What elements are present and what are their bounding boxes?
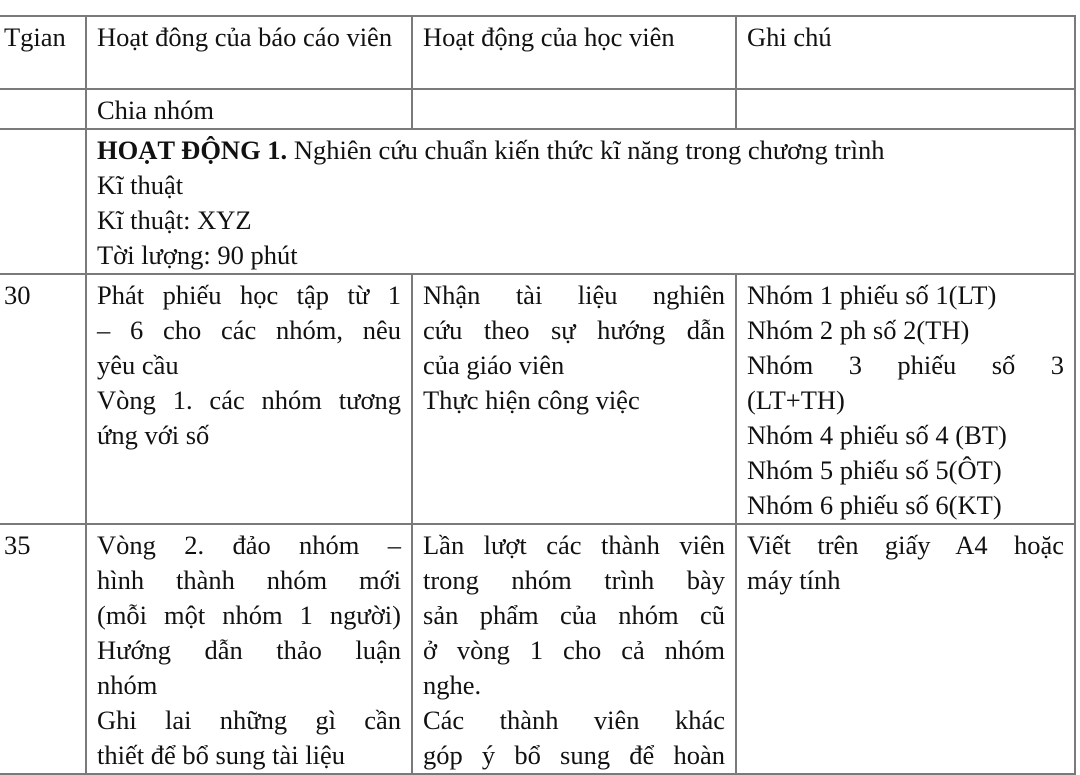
activity-technique: Kĩ thuật (97, 170, 184, 200)
header-note-label: Ghi chú (747, 22, 832, 52)
presenter-line: yêu cầu (97, 350, 179, 380)
table-row (0, 524, 1075, 774)
presenter-line: – 6 cho các nhóm, nêu (97, 315, 401, 345)
row-presenter (86, 524, 412, 774)
activity-row (0, 129, 1075, 274)
presenter-line: Vòng 2. đảo nhóm – (97, 530, 401, 560)
presenter-line: nhóm (97, 670, 158, 700)
note-line: Viết trên giấy A4 hoặc (747, 530, 1064, 560)
learner-line: ở vòng 1 cho cả nhóm (423, 635, 725, 665)
presenter-line: hình thành nhóm mới (97, 565, 401, 595)
header-presenter-label: Hoạt đông của báo cáo viên (97, 22, 393, 52)
activity-label: HOẠT ĐỘNG 1. (97, 135, 288, 165)
row-learner (412, 524, 736, 774)
table-row (0, 274, 1075, 524)
activity-heading-cell (86, 129, 1075, 274)
learner-line: góp ý bổ sung để hoàn (423, 740, 725, 770)
header-time-label: Tgian (4, 22, 66, 52)
note-line: máy tính (747, 565, 841, 595)
row-time-value: 30 (4, 280, 31, 310)
learner-line: Thực hiện công việc (423, 385, 640, 415)
learner-line: nghe. (423, 670, 482, 700)
activity-technique-name: Kĩ thuật: XYZ (97, 205, 252, 235)
row-presenter (86, 274, 412, 524)
learner-line: Các thành viên khác (423, 705, 725, 735)
note-line: Nhóm 3 phiếu số 3 (747, 350, 1064, 380)
presenter-line: thiết để bổ sung tài liệu (97, 740, 346, 770)
presenter-line: Ghi lai những gì cần (97, 705, 401, 735)
learner-line: trong nhóm trình bày (423, 565, 725, 595)
note-line: Nhóm 2 ph số 2(TH) (747, 315, 970, 345)
group-time (0, 89, 86, 129)
presenter-line: Hướng dẫn thảo luận (97, 635, 401, 665)
header-learner (412, 16, 736, 89)
presenter-line: Phát phiếu học tập từ 1 (97, 280, 401, 310)
header-note (736, 16, 1075, 89)
row-note (736, 524, 1075, 774)
row-learner (412, 274, 736, 524)
learner-line: sản phẩm của nhóm cũ (423, 600, 725, 630)
learner-line: Nhận tài liệu nghiên (423, 280, 725, 310)
activity-time (0, 129, 86, 274)
learner-line: Lần lượt các thành viên (423, 530, 725, 560)
row-time (0, 524, 86, 774)
activity-title (97, 133, 1064, 168)
lesson-plan-table (0, 15, 1076, 775)
group-presenter (86, 89, 412, 129)
group-note (736, 89, 1075, 129)
activity-title-text: Nghiên cứu chuẩn kiến thức kĩ năng trong chương trình (287, 135, 885, 165)
note-line: Nhóm 1 phiếu số 1(LT) (747, 280, 997, 310)
note-line: Nhóm 6 phiếu số 6(KT) (747, 490, 1002, 520)
note-line: Nhóm 4 phiếu số 4 (BT) (747, 420, 1007, 450)
group-row (0, 89, 1075, 129)
row-note (736, 274, 1075, 524)
presenter-line: (mỗi một nhóm 1 người) (97, 600, 401, 630)
note-line: (LT+TH) (747, 385, 845, 415)
header-time (0, 16, 86, 89)
group-presenter-text: Chia nhóm (97, 95, 215, 125)
presenter-line: ứng với số (97, 420, 210, 450)
header-row (0, 16, 1075, 89)
activity-duration: Tời lượng: 90 phút (97, 240, 298, 270)
learner-line: của giáo viên (423, 350, 565, 380)
group-learner (412, 89, 736, 129)
row-time (0, 274, 86, 524)
header-learner-label: Hoạt động của học viên (423, 22, 675, 52)
row-time-value: 35 (4, 530, 31, 560)
learner-line: cứu theo sự hướng dẫn (423, 315, 725, 345)
header-presenter (86, 16, 412, 89)
note-line: Nhóm 5 phiếu số 5(ÔT) (747, 455, 1002, 485)
presenter-line: Vòng 1. các nhóm tương (97, 385, 401, 415)
